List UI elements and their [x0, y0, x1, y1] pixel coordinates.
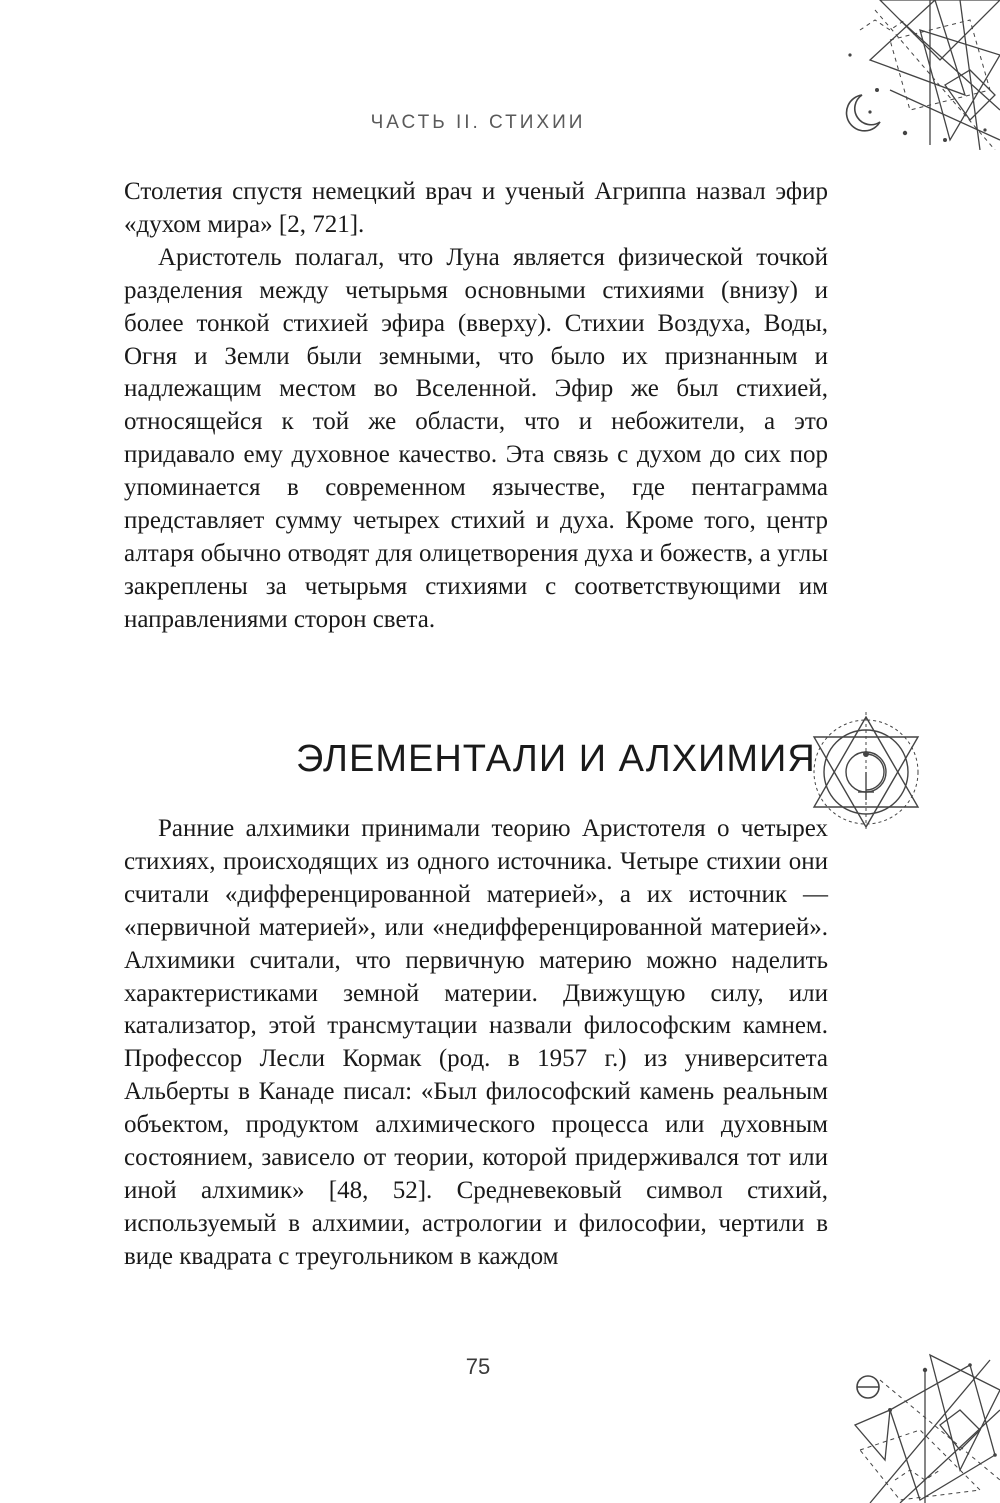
paragraph-aristotle: Аристотель полагал, что Луна является физической точкой разделения между четырьмя основными стихиями (внизу) и более тонкой стихией эфира (вверху). Стихии Воздуха, Воды, Огня и Земли были земными, что было их признанным и надлежащим местом во Вселенной. Эфир же был стихией, относящейся к той же области, что и небожители, а это придавало ему духовное качество. Эта связь с духом до сих пор упоминается в современном язычестве, где пентаграмма представляет сумму четырех стихий и духа. Кроме того, центр алтаря обычно отводят для олицетворения духа и божеств, а углы закреплены за четырьмя стихиями с соответствующими им направлениями сторон света. [124, 243, 828, 633]
section-heading: ЭЛЕМЕНТАЛИ И АЛХИМИЯ [296, 738, 816, 780]
paragraph-continuation: Столетия спустя немецкий врач и ученый Агриппа назвал эфир «духом мира» [2, 721]. [124, 178, 828, 238]
text-block-upper [124, 176, 828, 637]
paragraph-alchemists: Ранние алхимики принимали теорию Аристотеля о четырех стихиях, происходящих из одного источника. Четыре стихии они считали «дифференцированной материей», а их источник — «первичной материей», или «недифференцированной материей». Алхимики считали, что первичную материю можно наделить характеристиками земной материи. Движущую силу, или катализатор, этой трансмутации назвали философским камнем. Профессор Лесли Кормак (род. в 1957 г.) из университета Альберты в Канаде писал: «Был философский камень реальным объектом, продуктом алхимического процесса или духовным состоянием, зависело от теории, которой придерживался тот или иной алхимик» [48, 52]. Средневековый символ стихий, используемый в алхимии, астрологии и философии, чертили в виде квадрата с треугольником в каждом [124, 815, 828, 1270]
page-number: 75 [465, 1354, 491, 1379]
running-head: ЧАСТЬ II. СТИХИИ [370, 112, 586, 133]
text-block-lower [124, 813, 828, 1274]
bottom-geometric-ornament-icon [830, 1350, 1000, 1503]
